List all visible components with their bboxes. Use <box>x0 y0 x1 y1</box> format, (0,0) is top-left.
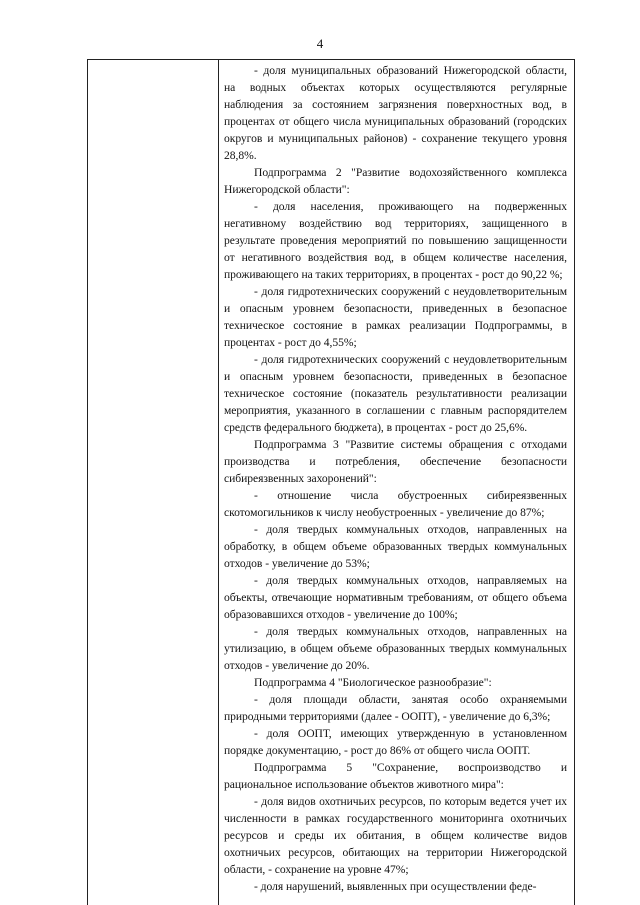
paragraph-population-share: - доля населения, проживающего на подверженных негативному воздействию вод территориях, защищенного в результате проведения мероприятий по повышению защищенности от негативного воздействия вод, в общем количестве населения, проживающего на таких территориях, в процентах - рост до 90,22 %; <box>224 200 567 281</box>
paragraph-violations: - доля нарушений, выявленных при осуществлении феде- <box>254 880 537 893</box>
page-number: 4 <box>316 36 324 51</box>
subprogram-5-heading: Подпрограмма 5 "Сохранение, воспроизводство и рациональное использование объектов животного мира": <box>224 761 567 791</box>
subprogram-2-heading: Подпрограмма 2 "Развитие водохозяйственного комплекса Нижегородской области": <box>224 166 567 196</box>
paragraph-protected-area: - доля площади области, занятая особо охраняемыми природными территориями (далее - ООПТ), - увеличение до 6,3%; <box>224 693 567 723</box>
paragraph-protected-docs: - доля ООПТ, имеющих утвержденную в установленном порядке документацию, - рост до 86% от общего числа ООПТ. <box>224 727 567 757</box>
subprogram-3-heading: Подпрограмма 3 "Развитие системы обращения с отходами производства и потребления, обеспечение безопасности сибиреязвенных захоронений": <box>224 438 567 485</box>
subprogram-4-heading: Подпрограмма 4 "Биологическое разнообразие": <box>254 676 492 689</box>
paragraph-monitoring-share: - доля муниципальных образований Нижегородской области, на водных объектах которых осуществляются регулярные наблюдения за состоянием загрязнения поверхностных вод, в процентах от общего числа муниципальных образований (городских округов и муниципальных районов) - сохранение текущего уровня 28,8%. <box>224 64 567 162</box>
paragraph-hydro-structures-1: - доля гидротехнических сооружений с неудовлетворительным и опасным уровнем безопасности, приведенных в безопасное техническое состояние в рамках реализации Подпрограммы, в процентах - рост до 4,55%; <box>224 285 567 349</box>
paragraph-waste-facilities: - доля твердых коммунальных отходов, направляемых на объекты, отвечающие нормативным требованиям, от общего объема образовавшихся отходов - увеличение до 100%; <box>224 574 567 621</box>
paragraph-waste-processing: - доля твердых коммунальных отходов, направленных на обработку, в общем объеме образованных твердых коммунальных отходов - увеличение до 53%; <box>224 523 567 570</box>
table-right-cell <box>224 62 567 895</box>
paragraph-waste-recycling: - доля твердых коммунальных отходов, направленных на утилизацию, в общем объеме образованных твердых коммунальных отходов - увеличение до 20%. <box>224 625 567 672</box>
table-left-cell <box>88 60 218 905</box>
column-divider <box>218 60 219 905</box>
paragraph-hunting-resources: - доля видов охотничьих ресурсов, по которым ведется учет их численности в рамках государственного мониторинга охотничьих ресурсов и среды их обитания, в общем количестве видов охотничьих ресурсов, обитающих на территории Нижегородской области, - сохранение на уровне 47%; <box>224 795 567 876</box>
paragraph-hydro-structures-2: - доля гидротехнических сооружений с неудовлетворительным и опасным уровнем безопасности, приведенных в безопасное техническое состояние (показатель результативности реализации мероприятия, указанного в соглашении с главным распорядителем средств федерального бюджета), в процентах - рост до 25,6%. <box>224 353 567 434</box>
document-table <box>87 59 575 905</box>
paragraph-burial-grounds: - отношение числа обустроенных сибиреязвенных скотомогильников к числу необустроенных - увеличение до 87%; <box>224 489 567 519</box>
